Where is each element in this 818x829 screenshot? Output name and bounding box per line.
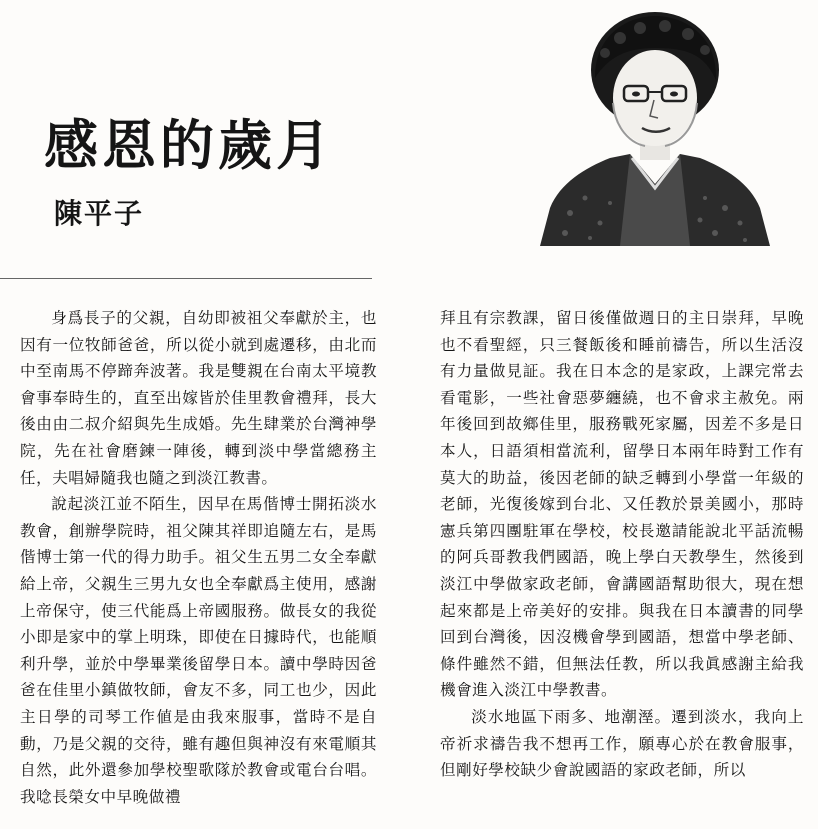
paragraph: 身爲長子的父親，自幼即被祖父奉獻於主，也因有一位牧師爸爸，所以從小就到處遷移，由北而中至南馬不停蹄奔波著。我是雙親在台南太平境教會事奉時生的，直至出嫁皆於佳里教會禮拜，長大後由由二叔介紹與先生成婚。先生肆業於台灣神學院，先在社會磨鍊一陣後，轉到淡中學當總務主任，夫唱婦隨我也隨之到淡江教書。 (20, 309, 377, 487)
paragraph: 說起淡江並不陌生，因早在馬偕博士開拓淡水教會，創辦學院時，祖父陳其祥即追隨左右，是馬偕博士第一代的得力助手。祖父生五男二女全奉獻給上帝，父親生三男九女也全奉獻爲主使用，感謝上帝保守，使三代能爲上帝國服務。做長女的我從小即是家中的掌上明珠，即使在日據時代，也能順利升學，並於中學畢業後留學日本。讀中學時因爸爸在佳里小鎮做牧師，會友不多，同工也少，因此主日學的司琴工作値是由我來服事，當時不是自動，乃是父親的交待，雖有趣但與神沒有來電順其自然，此外還參加學校聖歌隊於教會或電台台唱。我唸長榮女中早晚做禮 (20, 495, 377, 806)
left-text-column (20, 305, 377, 810)
article-author: 陳平子 (54, 197, 145, 230)
title-divider (0, 278, 372, 279)
article-title: 感恩的歲月 (44, 113, 334, 177)
paragraph: 淡水地區下雨多、地潮溼。遷到淡水，我向上帝祈求禱告我不想再工作，願專心於在教會服事，但剛好學校缺少會說國語的家政老師，所以 (440, 707, 804, 780)
paragraph: 拜且有宗教課，留日後僅做週日的主日崇拜，早晚也不看聖經，只三餐飯後和睡前禱告，所以生活沒有力量做見証。我在日本念的是家政，上課完常去看電影，一些社會惡夢纏繞，也不會求主赦免。兩年後回到故鄉佳里，服務戰死家屬，因差不多是日本人，日語須相當流利，留學日本兩年時對工作有莫大的助益，後因老師的缺乏轉到小學當一年級的老師，光復後嫁到台北、又任教於景美國小，那時憲兵第四團駐軍在學校，校長邀請能說北平話流暢的阿兵哥教我們國語，晚上學白天教學生，然後到淡江中學做家政老師，會講國語幫助很大，現在想起來都是上帝美好的安排。與我在日本讀書的同學回到台灣後，因沒機會學到國語，想當中學老師、條件雖然不錯，但無法任教，所以我眞感謝主給我機會進入淡江中學教書。 (440, 309, 804, 700)
author-portrait (540, 8, 770, 246)
right-text-column (440, 305, 804, 784)
